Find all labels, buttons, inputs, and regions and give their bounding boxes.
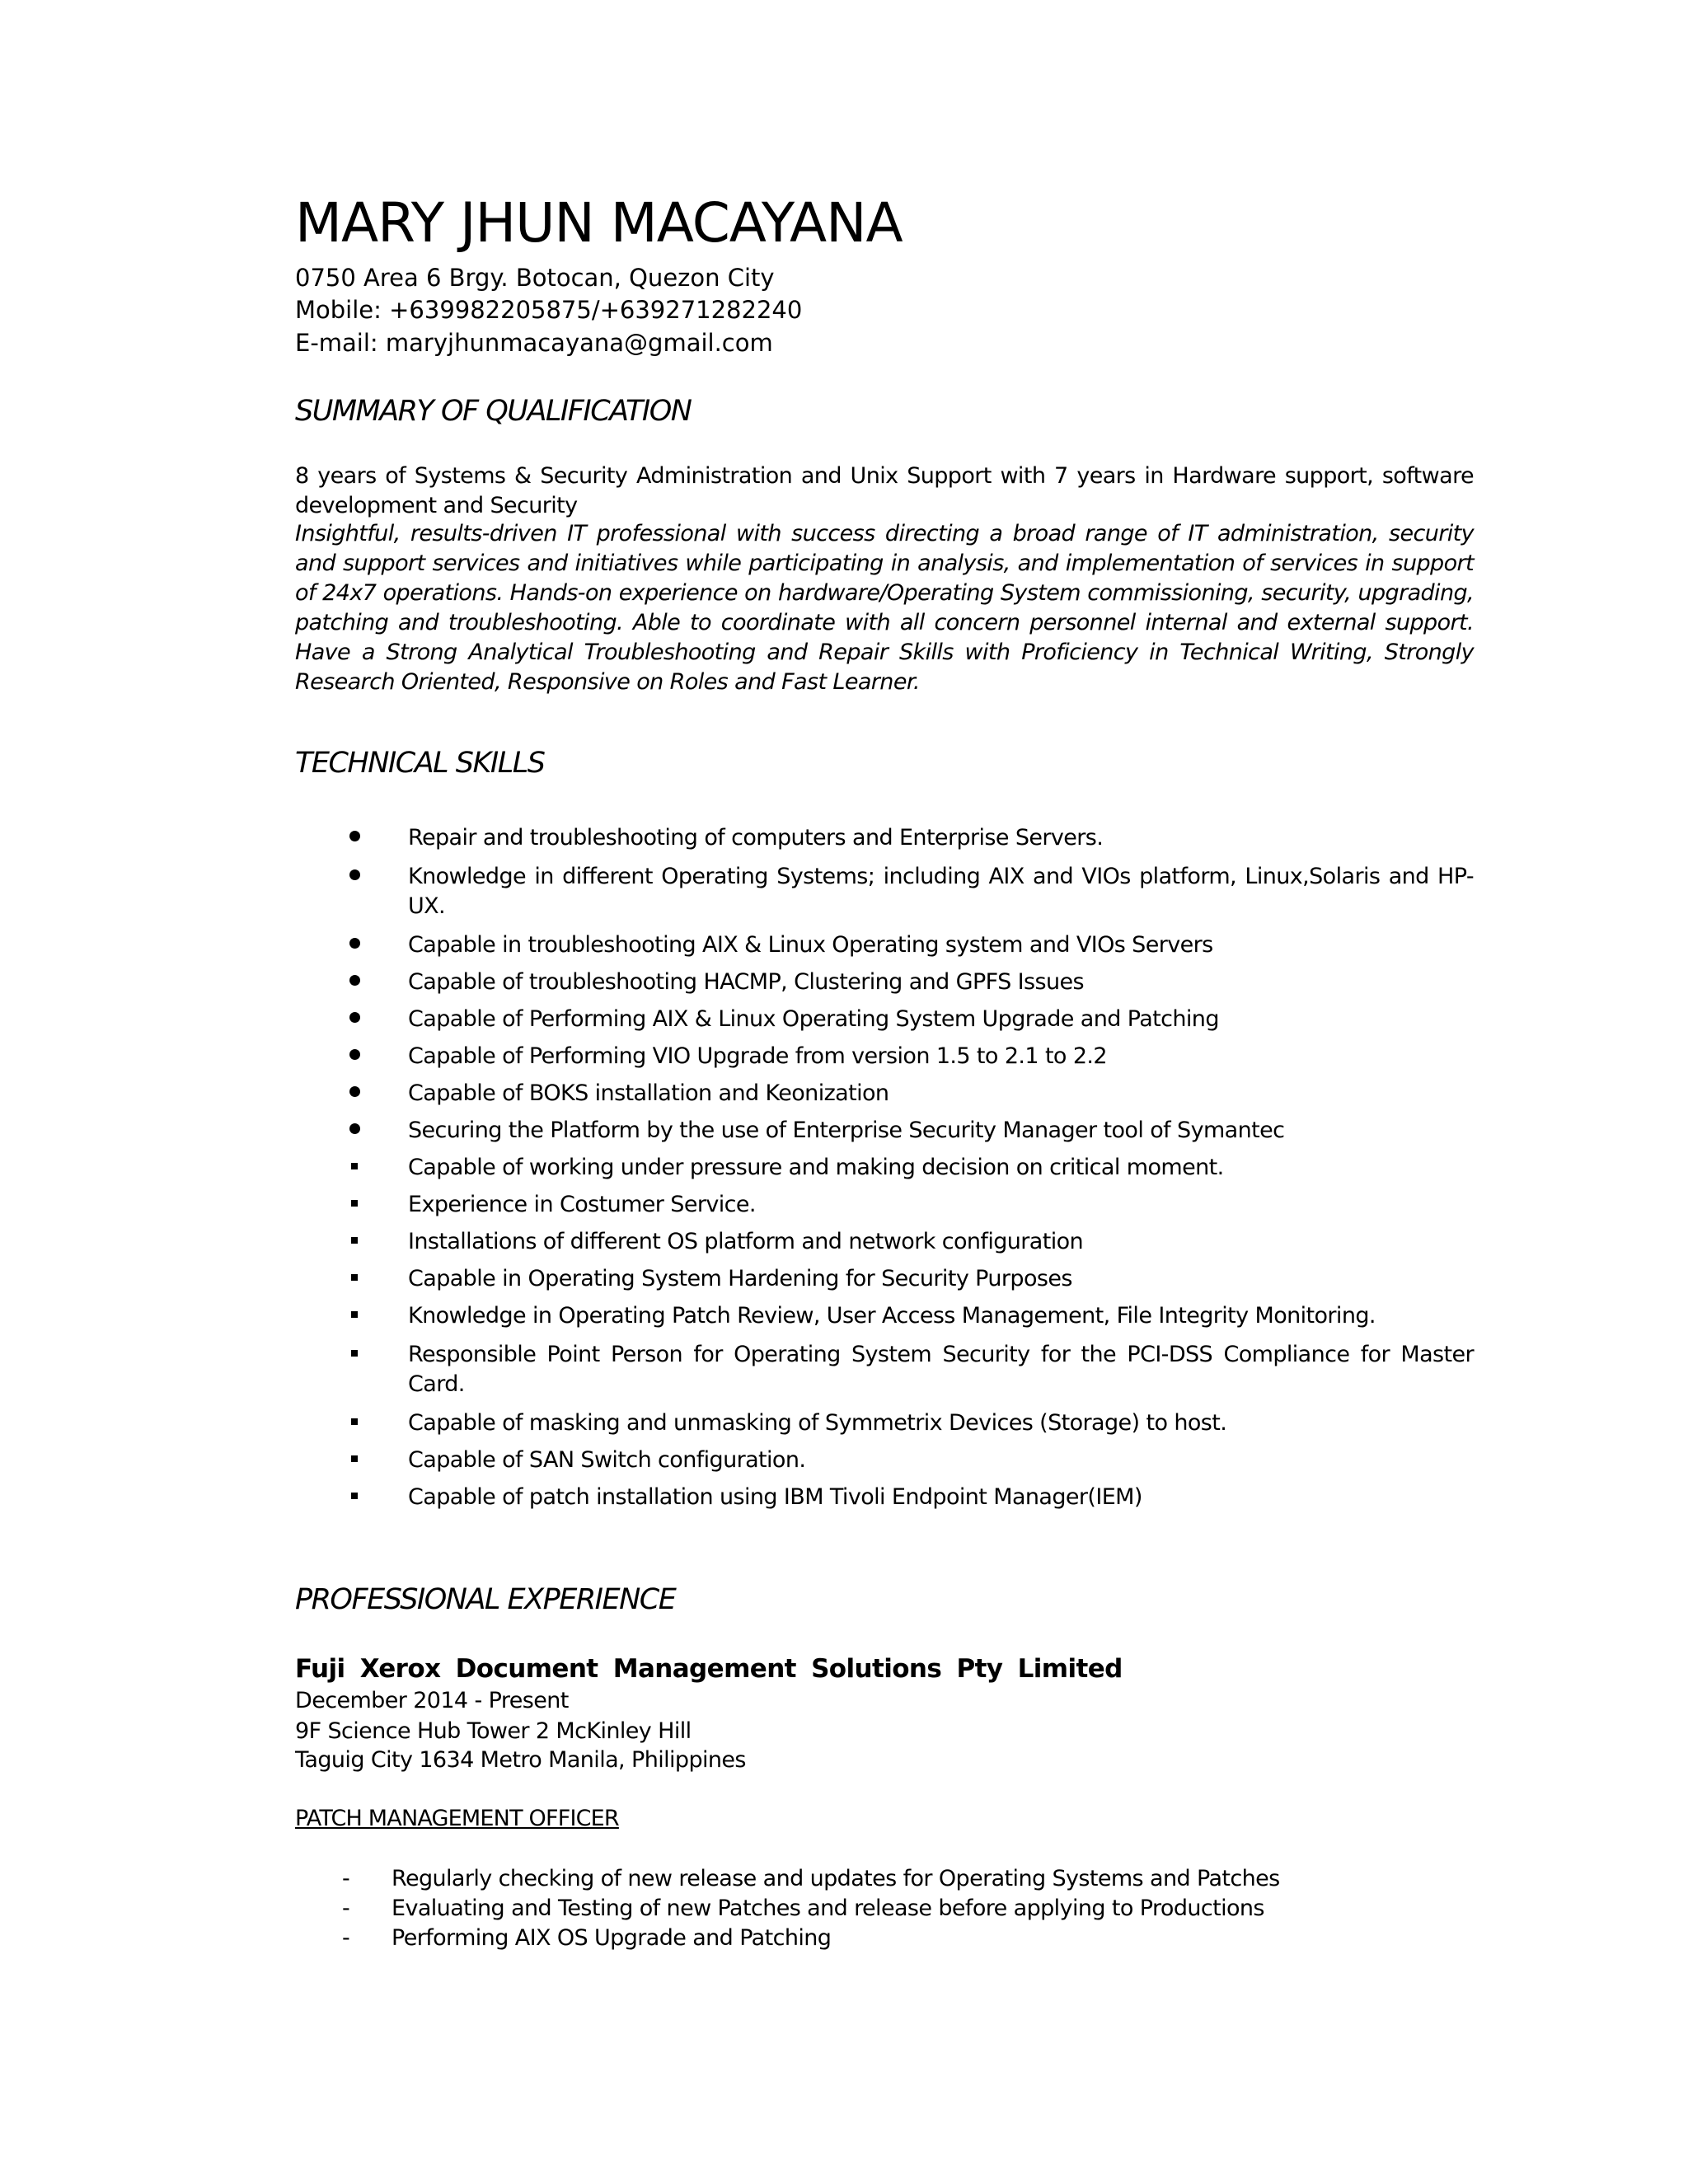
summary-heading: SUMMARY OF QUALIFICATION — [295, 395, 692, 428]
skill-text: Capable of working under pressure and making decision on critical moment. — [408, 1155, 1224, 1180]
skill-item — [295, 1190, 1474, 1220]
skill-item — [295, 968, 1474, 997]
skill-item — [295, 1408, 1474, 1438]
experience-heading: PROFESSIONAL EXPERIENCE — [295, 1583, 676, 1616]
skill-text: Capable of patch installation using IBM Tivoli Endpoint Manager(IEM) — [408, 1484, 1142, 1510]
skill-text: Capable of Performing VIO Upgrade from version 1.5 to 2.1 to 2.2 — [408, 1043, 1107, 1069]
skill-item — [295, 1301, 1474, 1331]
email-line: E-mail: maryjhunmacayana@gmail.com — [295, 329, 773, 357]
duty-text: Regularly checking of new release and updates for Operating Systems and Patches — [392, 1866, 1280, 1891]
skill-text: Capable of masking and unmasking of Symmetrix Devices (Storage) to host. — [408, 1410, 1227, 1436]
duty-item — [295, 1894, 1280, 1924]
skill-item — [295, 1227, 1474, 1257]
applicant-name: MARY JHUN MACAYANA — [295, 191, 903, 255]
company-name: Fuji Xerox Document Management Solutions Pty Limited — [295, 1654, 1123, 1684]
dash-bullet-icon: - — [342, 1896, 350, 1921]
skill-text: Experience in Costumer Service. — [408, 1192, 756, 1217]
job-title: PATCH MANAGEMENT OFFICER — [295, 1806, 619, 1831]
mobile-line: Mobile: +639982205875/+639271282240 — [295, 296, 803, 324]
duty-item — [295, 1924, 1280, 1953]
skill-text: Capable in troubleshooting AIX & Linux Operating system and VIOs Servers — [408, 932, 1213, 958]
skill-text: Knowledge in Operating Patch Review, User Access Management, File Integrity Monitoring. — [408, 1303, 1376, 1329]
skills-heading: TECHNICAL SKILLS — [295, 747, 545, 780]
skill-text: Capable in Operating System Hardening for Security Purposes — [408, 1266, 1072, 1291]
summary-experience-paragraph: 8 years of Systems & Security Administration and Unix Support with 7 years in Hardware support, software development and Security — [295, 463, 1474, 518]
skill-item — [295, 1483, 1474, 1512]
skill-item — [295, 1446, 1474, 1475]
skill-text: Repair and troubleshooting of computers and Enterprise Servers. — [408, 825, 1104, 851]
skill-text: Capable of BOKS installation and Keonization — [408, 1080, 889, 1106]
skill-item — [295, 930, 1474, 960]
dash-bullet-icon: - — [342, 1866, 350, 1891]
skill-item — [295, 1005, 1474, 1034]
company-address-line1: 9F Science Hub Tower 2 McKinley Hill — [295, 1718, 692, 1744]
company-address-line2: Taguig City 1634 Metro Manila, Philippines — [295, 1747, 746, 1773]
duty-item — [295, 1864, 1280, 1894]
skill-item — [295, 1340, 1474, 1399]
duties-list — [295, 1864, 1280, 1953]
skill-text: Responsible Point Person for Operating System Security for the PCI-DSS Compliance for Master Card. — [408, 1342, 1474, 1397]
employment-dates: December 2014 - Present — [295, 1688, 569, 1713]
skill-item — [295, 1264, 1474, 1294]
skill-item — [295, 1153, 1474, 1183]
skills-list — [295, 823, 1474, 1520]
skill-text: Capable of SAN Switch configuration. — [408, 1447, 806, 1473]
summary-profile-paragraph: Insightful, results-driven IT professional with success directing a broad range of IT administration, security and support services and initiatives while participating in analysis, and implementation of services in support of 24x7 operations. Hands-on experience on hardware/Operating System commissioning, security, upgrading, patching and troubleshooting. Able to coordinate with all concern personnel internal and external support. Have a Strong Analytical Troubleshooting and Repair Skills with Proficiency in Technical Writing, Strongly Research Oriented, Responsive on Roles and Fast Learner. — [295, 521, 1474, 695]
skill-text: Capable of Performing AIX & Linux Operating System Upgrade and Patching — [408, 1006, 1219, 1032]
skill-item — [295, 1042, 1474, 1071]
address-line: 0750 Area 6 Brgy. Botocan, Quezon City — [295, 264, 775, 292]
skill-text: Installations of different OS platform and network configuration — [408, 1229, 1084, 1254]
duty-text: Performing AIX OS Upgrade and Patching — [392, 1925, 832, 1951]
skill-item — [295, 1079, 1474, 1108]
duty-text: Evaluating and Testing of new Patches and release before applying to Productions — [392, 1896, 1264, 1921]
skill-item — [295, 823, 1474, 853]
skill-item — [295, 862, 1474, 921]
skill-text: Securing the Platform by the use of Enterprise Security Manager tool of Symantec — [408, 1118, 1285, 1143]
skill-text: Capable of troubleshooting HACMP, Clustering and GPFS Issues — [408, 969, 1084, 995]
dash-bullet-icon: - — [342, 1925, 350, 1951]
skill-item — [295, 1116, 1474, 1146]
skill-text: Knowledge in different Operating Systems; including AIX and VIOs platform, Linux,Solaris and HP-UX. — [408, 864, 1474, 919]
